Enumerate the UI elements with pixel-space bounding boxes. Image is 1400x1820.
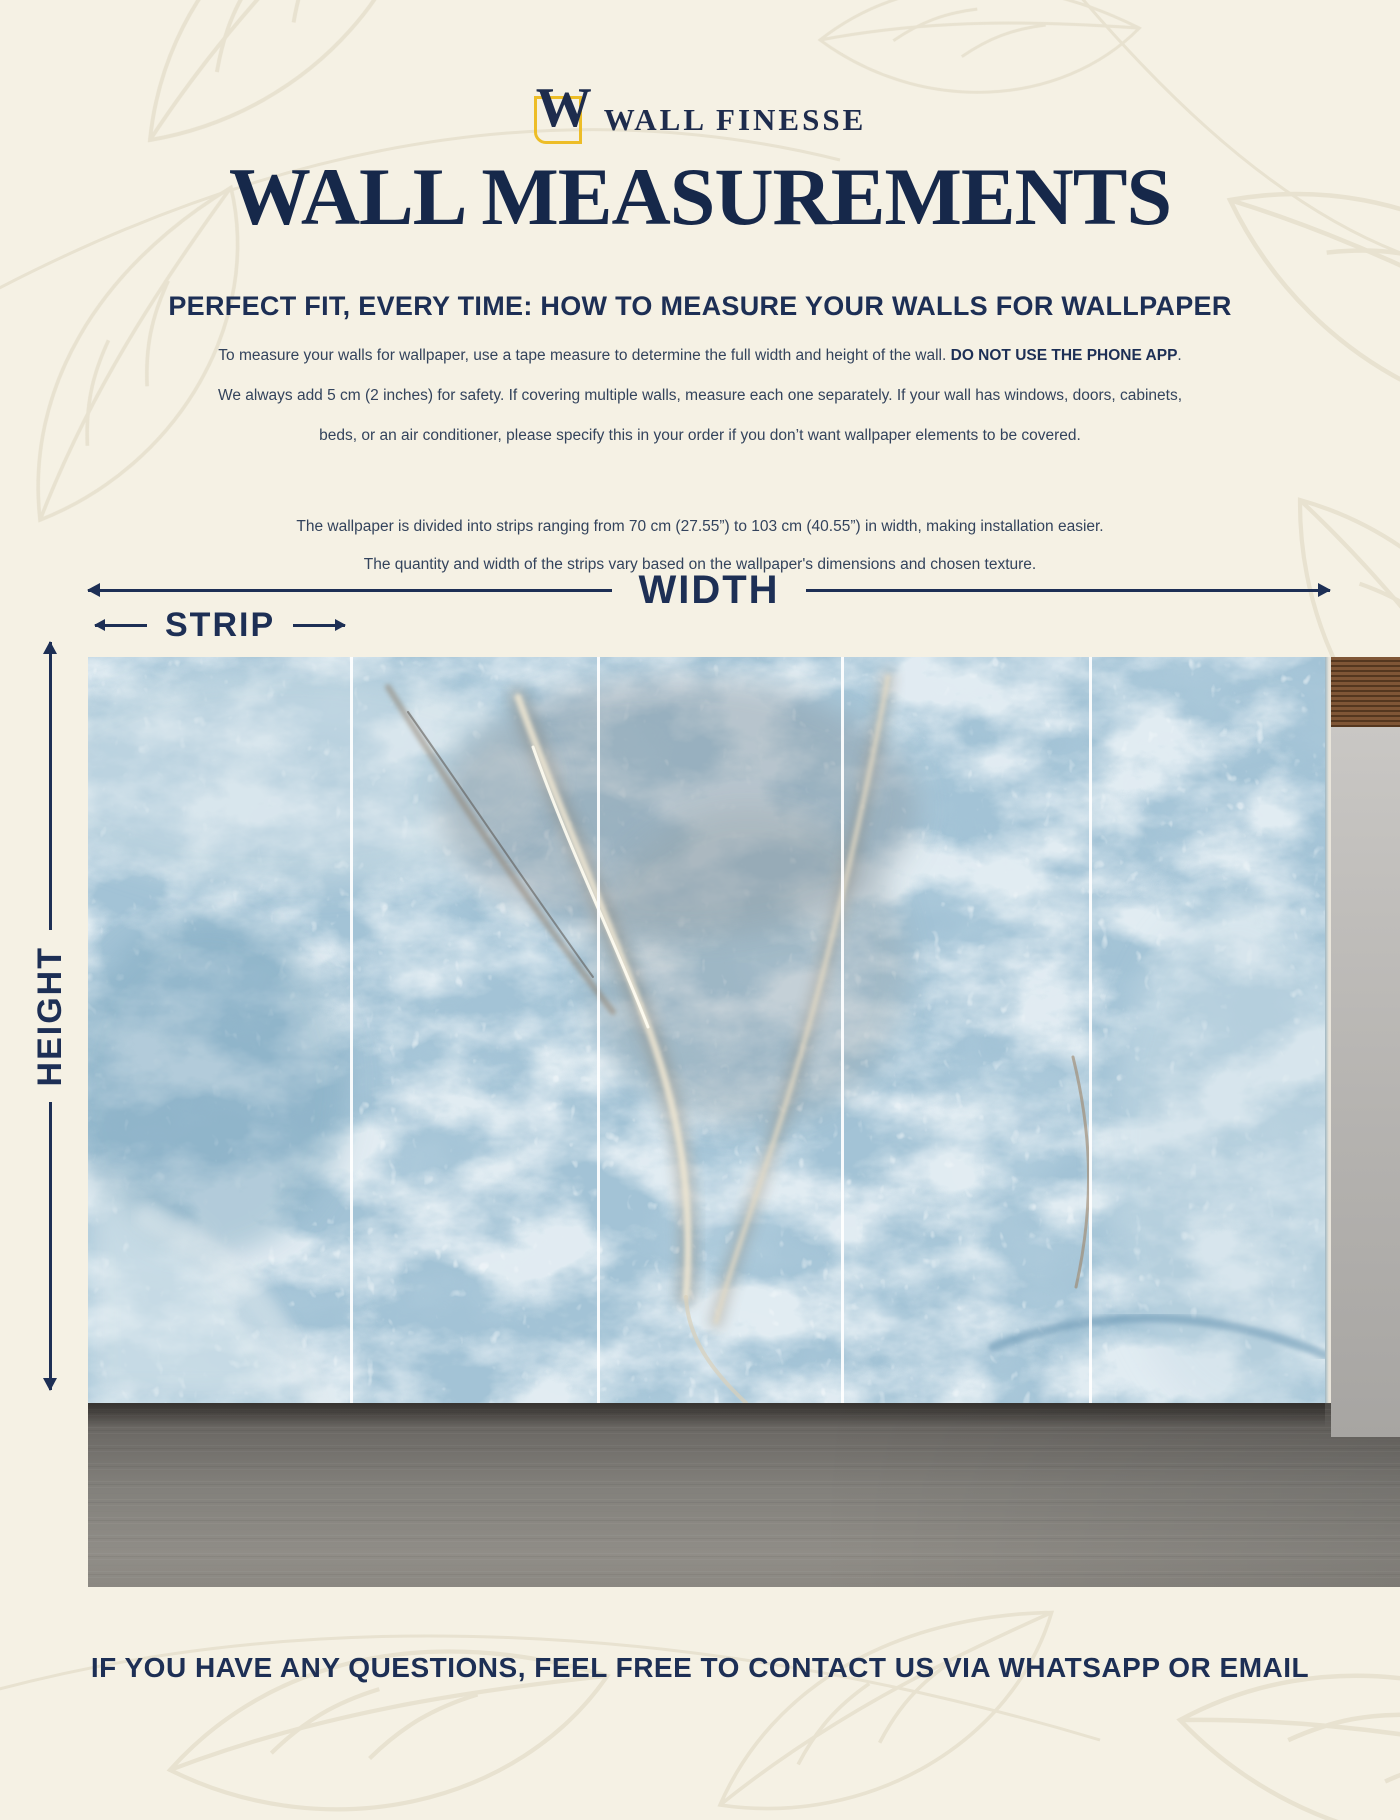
strip-seam	[597, 657, 600, 1403]
intro-line-2: We always add 5 cm (2 inches) for safety. If covering multiple walls, measure each one separately. If your wall has windows, doors, cabinets,	[217, 387, 1183, 404]
strip-label: STRIP	[165, 606, 276, 644]
height-arrow-up-icon	[49, 642, 52, 930]
brand-name: WALL FINESSE	[603, 102, 867, 137]
height-arrow	[22, 642, 78, 1390]
intro-paragraph	[0, 336, 1400, 456]
strips-line-2: The quantity and width of the strips vary based on the wallpaper's dimensions and chosen texture.	[363, 556, 1037, 573]
strip-seam	[841, 657, 844, 1403]
room-photo	[88, 657, 1400, 1587]
height-arrow-down-icon	[49, 1102, 52, 1390]
height-label: HEIGHT	[30, 945, 69, 1087]
width-arrow-left-icon	[88, 589, 612, 592]
strip-seam	[1089, 657, 1092, 1403]
page-title: WALL MEASUREMENTS	[228, 151, 1172, 242]
strip-arrow	[95, 608, 345, 642]
strip-arrow-right-icon	[293, 624, 345, 627]
intro-line-1: To measure your walls for wallpaper, use a tape measure to determine the full width and height of the wall. DO NOT USE THE PHONE APP.	[218, 347, 1182, 364]
concrete-floor	[88, 1403, 1400, 1587]
brand-monogram-icon	[534, 77, 592, 144]
wood-slat-panel	[1331, 657, 1400, 727]
strip-seam	[350, 657, 353, 1403]
width-arrow	[88, 570, 1330, 610]
side-wall	[1331, 727, 1400, 1437]
footer-message: IF YOU HAVE ANY QUESTIONS, FEEL FREE TO CONTACT US VIA WHATSAPP OR EMAIL	[90, 1652, 1310, 1683]
wall-corner-edge	[1325, 657, 1331, 1403]
wallpaper-mural	[88, 657, 1325, 1403]
wall-floor-shadow	[88, 1403, 1325, 1427]
brand-logo	[0, 77, 1400, 144]
intro-line-3: beds, or an air conditioner, please specify this in your order if you don’t want wallpaper elements to be covered.	[319, 427, 1081, 444]
strips-line-1: The wallpaper is divided into strips ranging from 70 cm (27.55”) to 103 cm (40.55”) in width, making installation easier.	[296, 518, 1104, 535]
monogram-letter: W	[535, 77, 592, 139]
width-label: WIDTH	[638, 568, 780, 612]
page-subtitle: PERFECT FIT, EVERY TIME: HOW TO MEASURE YOUR WALLS FOR WALLPAPER	[168, 291, 1232, 321]
strip-arrow-left-icon	[95, 624, 147, 627]
width-arrow-right-icon	[806, 589, 1330, 592]
